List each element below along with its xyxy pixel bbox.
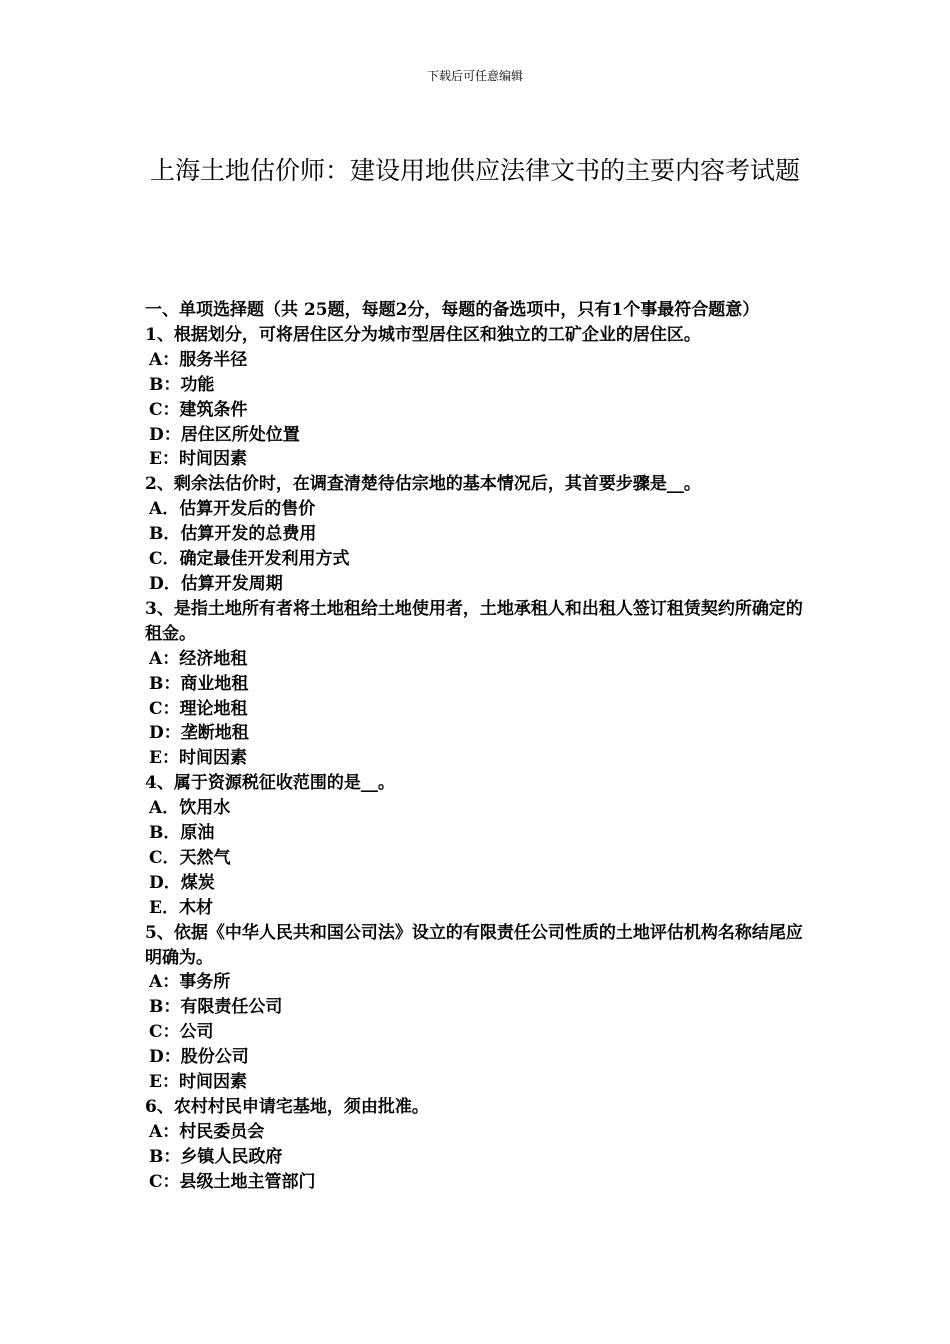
question-stem: 3、是指土地所有者将土地租给土地使用者，土地承租人和出租人签订租赁契约所确定的租金。 [145,598,803,644]
question-stem: 2、剩余法估价时，在调查清楚待估宗地的基本情况后，其首要步骤是__。 [145,474,701,495]
option-b: B：功能 [149,374,215,395]
question-stem: 6、农村村民申请宅基地，须由批准。 [145,1097,429,1117]
option-d: D：股份公司 [149,1047,249,1068]
option-a: A：事务所 [149,972,231,993]
option-d: D：居住区所处位置 [149,424,300,445]
option-d: D：垄断地租 [149,723,249,744]
option-c: C：理论地租 [149,698,248,719]
option-c: C：公司 [149,1022,214,1043]
header-note: 下载后可任意编辑 [426,69,523,83]
question-stem: 1、根据划分，可将居住区分为城市型居住区和独立的工矿企业的居住区。 [145,324,701,345]
question-2 [145,472,810,597]
option-e: E：时间因素 [149,1072,247,1093]
option-b: B：乡镇人民政府 [149,1146,283,1167]
option-a: A．饮用水 [149,798,231,819]
question-stem: 5、依据《中华人民共和国公司法》设立的有限责任公司性质的土地评估机构名称结尾应明确为。 [145,922,803,968]
section-heading: 一、单项选择题（共 25题，每题2分，每题的备选项中，只有1个事最符合题意） [145,300,760,320]
question-content [145,298,810,1195]
option-e: E：时间因素 [149,449,247,470]
option-b: B：有限责任公司 [149,997,283,1018]
option-e: E．木材 [149,897,213,918]
option-a: A：村民委员会 [149,1121,265,1142]
option-a: A：经济地租 [149,648,248,669]
question-1 [145,323,810,472]
question-3 [145,597,810,771]
option-d: D．估算开发周期 [149,573,283,594]
page-title: 上海土地估价师：建设用地供应法律文书的主要内容考试题 [149,156,800,185]
option-a: A．估算开发后的售价 [149,499,316,520]
option-c: C：县级土地主管部门 [149,1171,316,1192]
option-d: D．煤炭 [149,872,215,893]
option-c: C：建筑条件 [149,399,248,420]
option-c: C．确定最佳开发利用方式 [149,549,350,570]
option-b: B．估算开发的总费用 [149,524,317,545]
option-e: E：时间因素 [149,748,247,769]
question-4 [145,771,810,920]
option-a: A：服务半径 [149,349,248,370]
option-b: B：商业地租 [149,673,249,694]
option-c: C．天然气 [149,847,231,868]
question-5 [145,921,810,1095]
question-6 [145,1095,810,1195]
question-stem: 4、属于资源税征收范围的是__。 [145,773,395,794]
option-b: B．原油 [149,823,215,844]
